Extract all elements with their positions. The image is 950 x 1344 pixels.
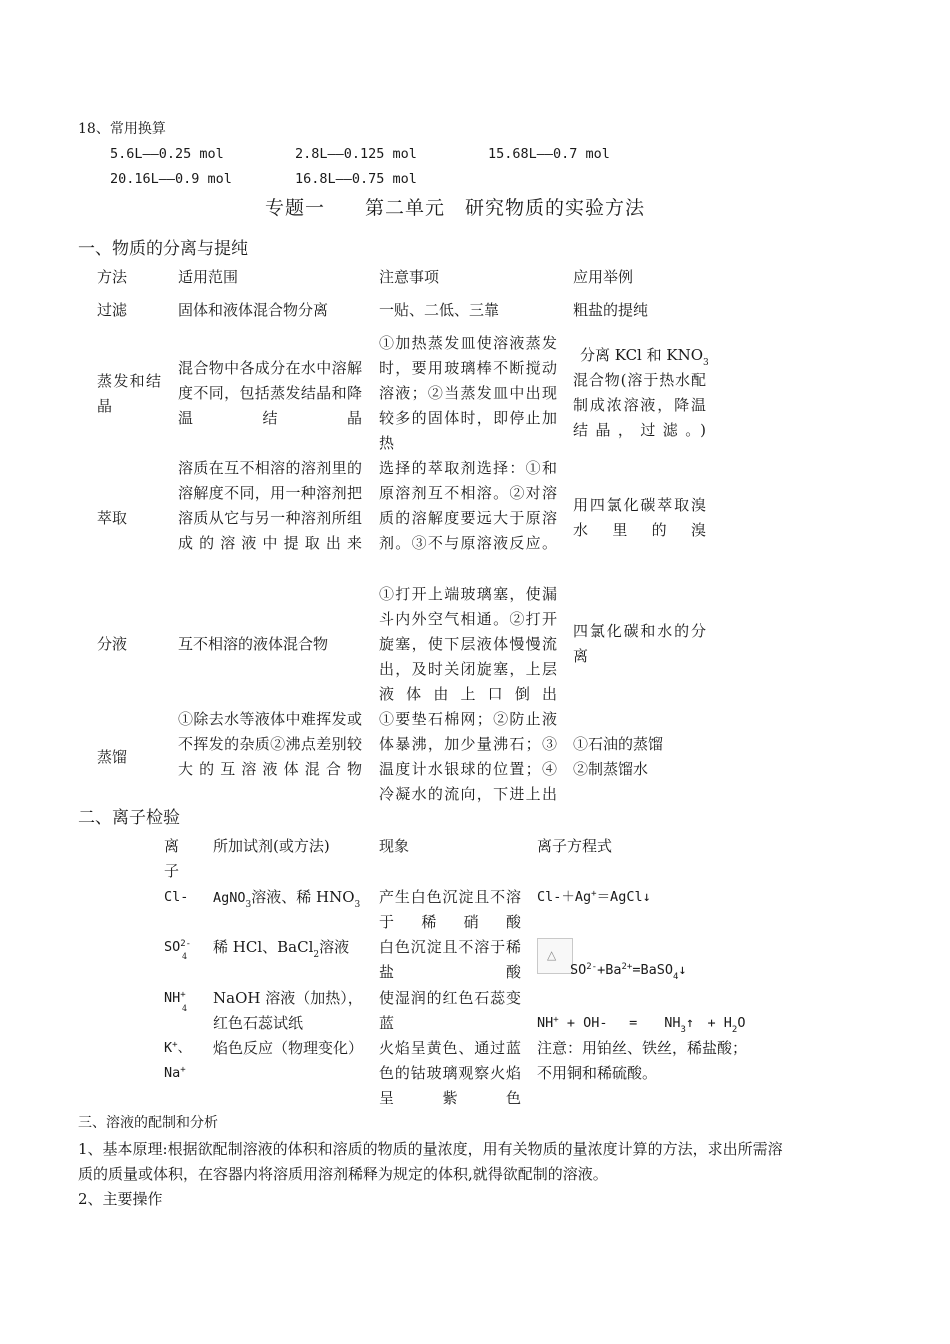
section-title: 一、物质的分离与提纯 bbox=[78, 239, 248, 259]
ion-text: NH bbox=[164, 990, 181, 1006]
method-cell: 萃取 bbox=[97, 509, 128, 527]
ion-text: K bbox=[164, 1040, 173, 1056]
subscript: 4 bbox=[182, 1004, 188, 1013]
paragraph: 2、主要操作 bbox=[78, 1190, 163, 1208]
subscript: 3 bbox=[354, 900, 361, 910]
equation-image-icon: △ bbox=[537, 938, 573, 974]
superscript: + bbox=[591, 889, 597, 899]
equation-text: ↓ bbox=[678, 962, 687, 978]
scope-cell: 互不相溶的液体混合物 bbox=[178, 635, 329, 653]
conversion-item: 16.8L——0.75 mol bbox=[295, 171, 417, 187]
phenomenon-cell: 白色沉淀且不溶于稀盐酸 bbox=[379, 938, 521, 981]
scope-cell: ①除去水等液体中难挥发或不挥发的杂质②沸点差别较大的互溶液体混合物 bbox=[178, 710, 362, 778]
equation-text: ↑ + H bbox=[685, 1015, 732, 1031]
superscript: 2- bbox=[586, 962, 598, 972]
table-header: 子 bbox=[164, 862, 180, 880]
subscript: 2 bbox=[313, 950, 320, 960]
example-cell: 用四氯化碳萃取溴水里的溴 bbox=[573, 496, 706, 539]
superscript: + bbox=[180, 990, 186, 1000]
method-cell: 分液 bbox=[97, 635, 128, 653]
subscript: 3 bbox=[703, 358, 709, 368]
scope-cell: 混合物中各成分在水中溶解度不同，包括蒸发结晶和降温结晶 bbox=[178, 359, 362, 427]
reagent-cell: 焰色反应（物理变化） bbox=[213, 1039, 364, 1057]
ion-cell bbox=[164, 1036, 191, 1063]
example-cell: ②制蒸馏水 bbox=[573, 760, 649, 778]
equation-text: NH bbox=[537, 1015, 554, 1031]
equation-cell bbox=[537, 1011, 745, 1038]
subscript: 4 bbox=[182, 952, 188, 961]
superscript: + bbox=[553, 1015, 559, 1025]
reagent-text: 溶液 bbox=[319, 938, 350, 956]
example-cell: 混合物(溶于热水配制成浓溶液，降温结晶，过滤。) bbox=[573, 371, 706, 439]
reagent-text: AgNO bbox=[213, 890, 246, 906]
conversion-item: 15.68L——0.7 mol bbox=[488, 146, 610, 162]
equation-note: 不用铜和稀硫酸。 bbox=[537, 1064, 658, 1082]
subscript: 4 bbox=[672, 972, 679, 982]
equation-note: 注意：用铂丝、铁丝，稀盐酸； bbox=[537, 1039, 748, 1057]
conversion-item: 20.16L——0.9 mol bbox=[110, 171, 232, 187]
superscript: + bbox=[180, 1065, 186, 1075]
page-title: 专题一 第二单元 研究物质的实验方法 bbox=[265, 197, 646, 219]
reagent-cell bbox=[213, 885, 360, 913]
ion-cell bbox=[164, 1061, 186, 1088]
equation-text: + OH- = NH bbox=[558, 1015, 681, 1031]
example-cell: ①石油的蒸馏 bbox=[573, 735, 664, 753]
equation-text: +Ba bbox=[597, 962, 622, 978]
subscript: 2 bbox=[731, 1025, 738, 1035]
section-title: 二、离子检验 bbox=[78, 808, 180, 828]
reagent-text: 稀 HCl、BaCl bbox=[213, 938, 314, 956]
scope-cell: 溶质在互不相溶的溶剂里的溶解度不同，用一种溶剂把溶质从它与另一种溶剂所组成的溶液中提取出来 bbox=[178, 459, 362, 552]
subscript: 3 bbox=[680, 1025, 686, 1035]
table-header: 所加试剂(或方法) bbox=[213, 837, 330, 855]
table-header: 方法 bbox=[97, 268, 128, 286]
phenomenon-cell: 火焰呈黄色、通过蓝色的钴玻璃观察火焰呈紫色 bbox=[379, 1039, 521, 1107]
superscript: 2- bbox=[180, 939, 192, 949]
example-cell bbox=[580, 343, 709, 371]
superscript: + bbox=[172, 1040, 178, 1050]
reagent-cell: NaOH 溶液（加热），红色石蕊试纸 bbox=[213, 989, 363, 1032]
notes-cell: ①打开上端玻璃塞，使漏斗内外空气相通。②打开旋塞，使下层液体慢慢流出，及时关闭旋塞，上层液体由上口倒出 bbox=[379, 585, 557, 703]
conversion-item: 5.6L——0.25 mol bbox=[110, 146, 224, 162]
superscript: 2+ bbox=[621, 962, 633, 972]
notes-cell: 一贴、二低、三靠 bbox=[379, 301, 500, 319]
phenomenon-cell: 使湿润的红色石蕊变蓝 bbox=[379, 989, 521, 1032]
method-cell: 蒸馏 bbox=[97, 748, 128, 766]
ion-text: Na bbox=[164, 1065, 181, 1081]
ion-cell: Cl- bbox=[164, 889, 189, 905]
equation-text: SO bbox=[570, 962, 587, 978]
equation-cell bbox=[537, 885, 651, 912]
ion-text: SO bbox=[164, 939, 181, 955]
table-header: 离子方程式 bbox=[537, 837, 613, 855]
equation-cell bbox=[570, 958, 687, 985]
table-header: 现象 bbox=[379, 837, 410, 855]
subscript: 3 bbox=[245, 900, 252, 910]
paragraph: 1、基本原理:根据欲配制溶液的体积和溶质的物质的量浓度，用有关物质的量浓度计算的方法，求出所需溶 bbox=[78, 1140, 783, 1158]
equation-text: O bbox=[737, 1015, 746, 1031]
conversion-item: 2.8L——0.125 mol bbox=[295, 146, 417, 162]
table-header: 应用举例 bbox=[573, 268, 634, 286]
method-cell: 过滤 bbox=[97, 301, 128, 319]
notes-cell: ①加热蒸发皿使溶液蒸发时，要用玻璃棒不断搅动溶液；②当蒸发皿中出现较多的固体时，即停止加热 bbox=[379, 334, 557, 452]
example-cell: 四氯化碳和水的分离 bbox=[573, 622, 706, 665]
equation-text: =BaSO bbox=[632, 962, 673, 978]
example-cell: 粗盐的提纯 bbox=[573, 301, 649, 319]
section-title: 三、溶液的配制和分析 bbox=[78, 1115, 218, 1131]
notes-cell: ①要垫石棉网；②防止液体暴沸，加少量沸石；③温度计水银球的位置；④冷凝水的流向，下进上出 bbox=[379, 710, 557, 803]
table-header: 离 bbox=[164, 837, 180, 855]
method-cell: 蒸发和结晶 bbox=[97, 372, 161, 415]
reagent-cell bbox=[213, 935, 349, 963]
scope-cell: 固体和液体混合物分离 bbox=[178, 301, 329, 319]
table-header: 适用范围 bbox=[178, 268, 239, 286]
notes-cell: 选择的萃取剂选择：①和原溶剂互不相溶。②对溶质的溶解度要远大于原溶剂。③不与原溶液反应。 bbox=[379, 459, 557, 552]
paragraph: 质的质量或体积，在容器内将溶质用溶剂稀释为规定的体积,就得欲配制的溶液。 bbox=[78, 1165, 608, 1183]
equation-text: ＝AgCl↓ bbox=[596, 889, 651, 905]
equation-text: Cl-＋Ag bbox=[537, 889, 592, 905]
ion-text: 、 bbox=[177, 1040, 192, 1056]
example-text: 分离 KCl 和 KNO bbox=[580, 346, 704, 364]
reagent-text: 溶液、稀 HNO bbox=[251, 888, 355, 906]
conversion-title: 18、常用换算 bbox=[78, 121, 166, 137]
table-header: 注意事项 bbox=[379, 268, 440, 286]
phenomenon-cell: 产生白色沉淀且不溶于稀硝酸 bbox=[379, 888, 521, 931]
